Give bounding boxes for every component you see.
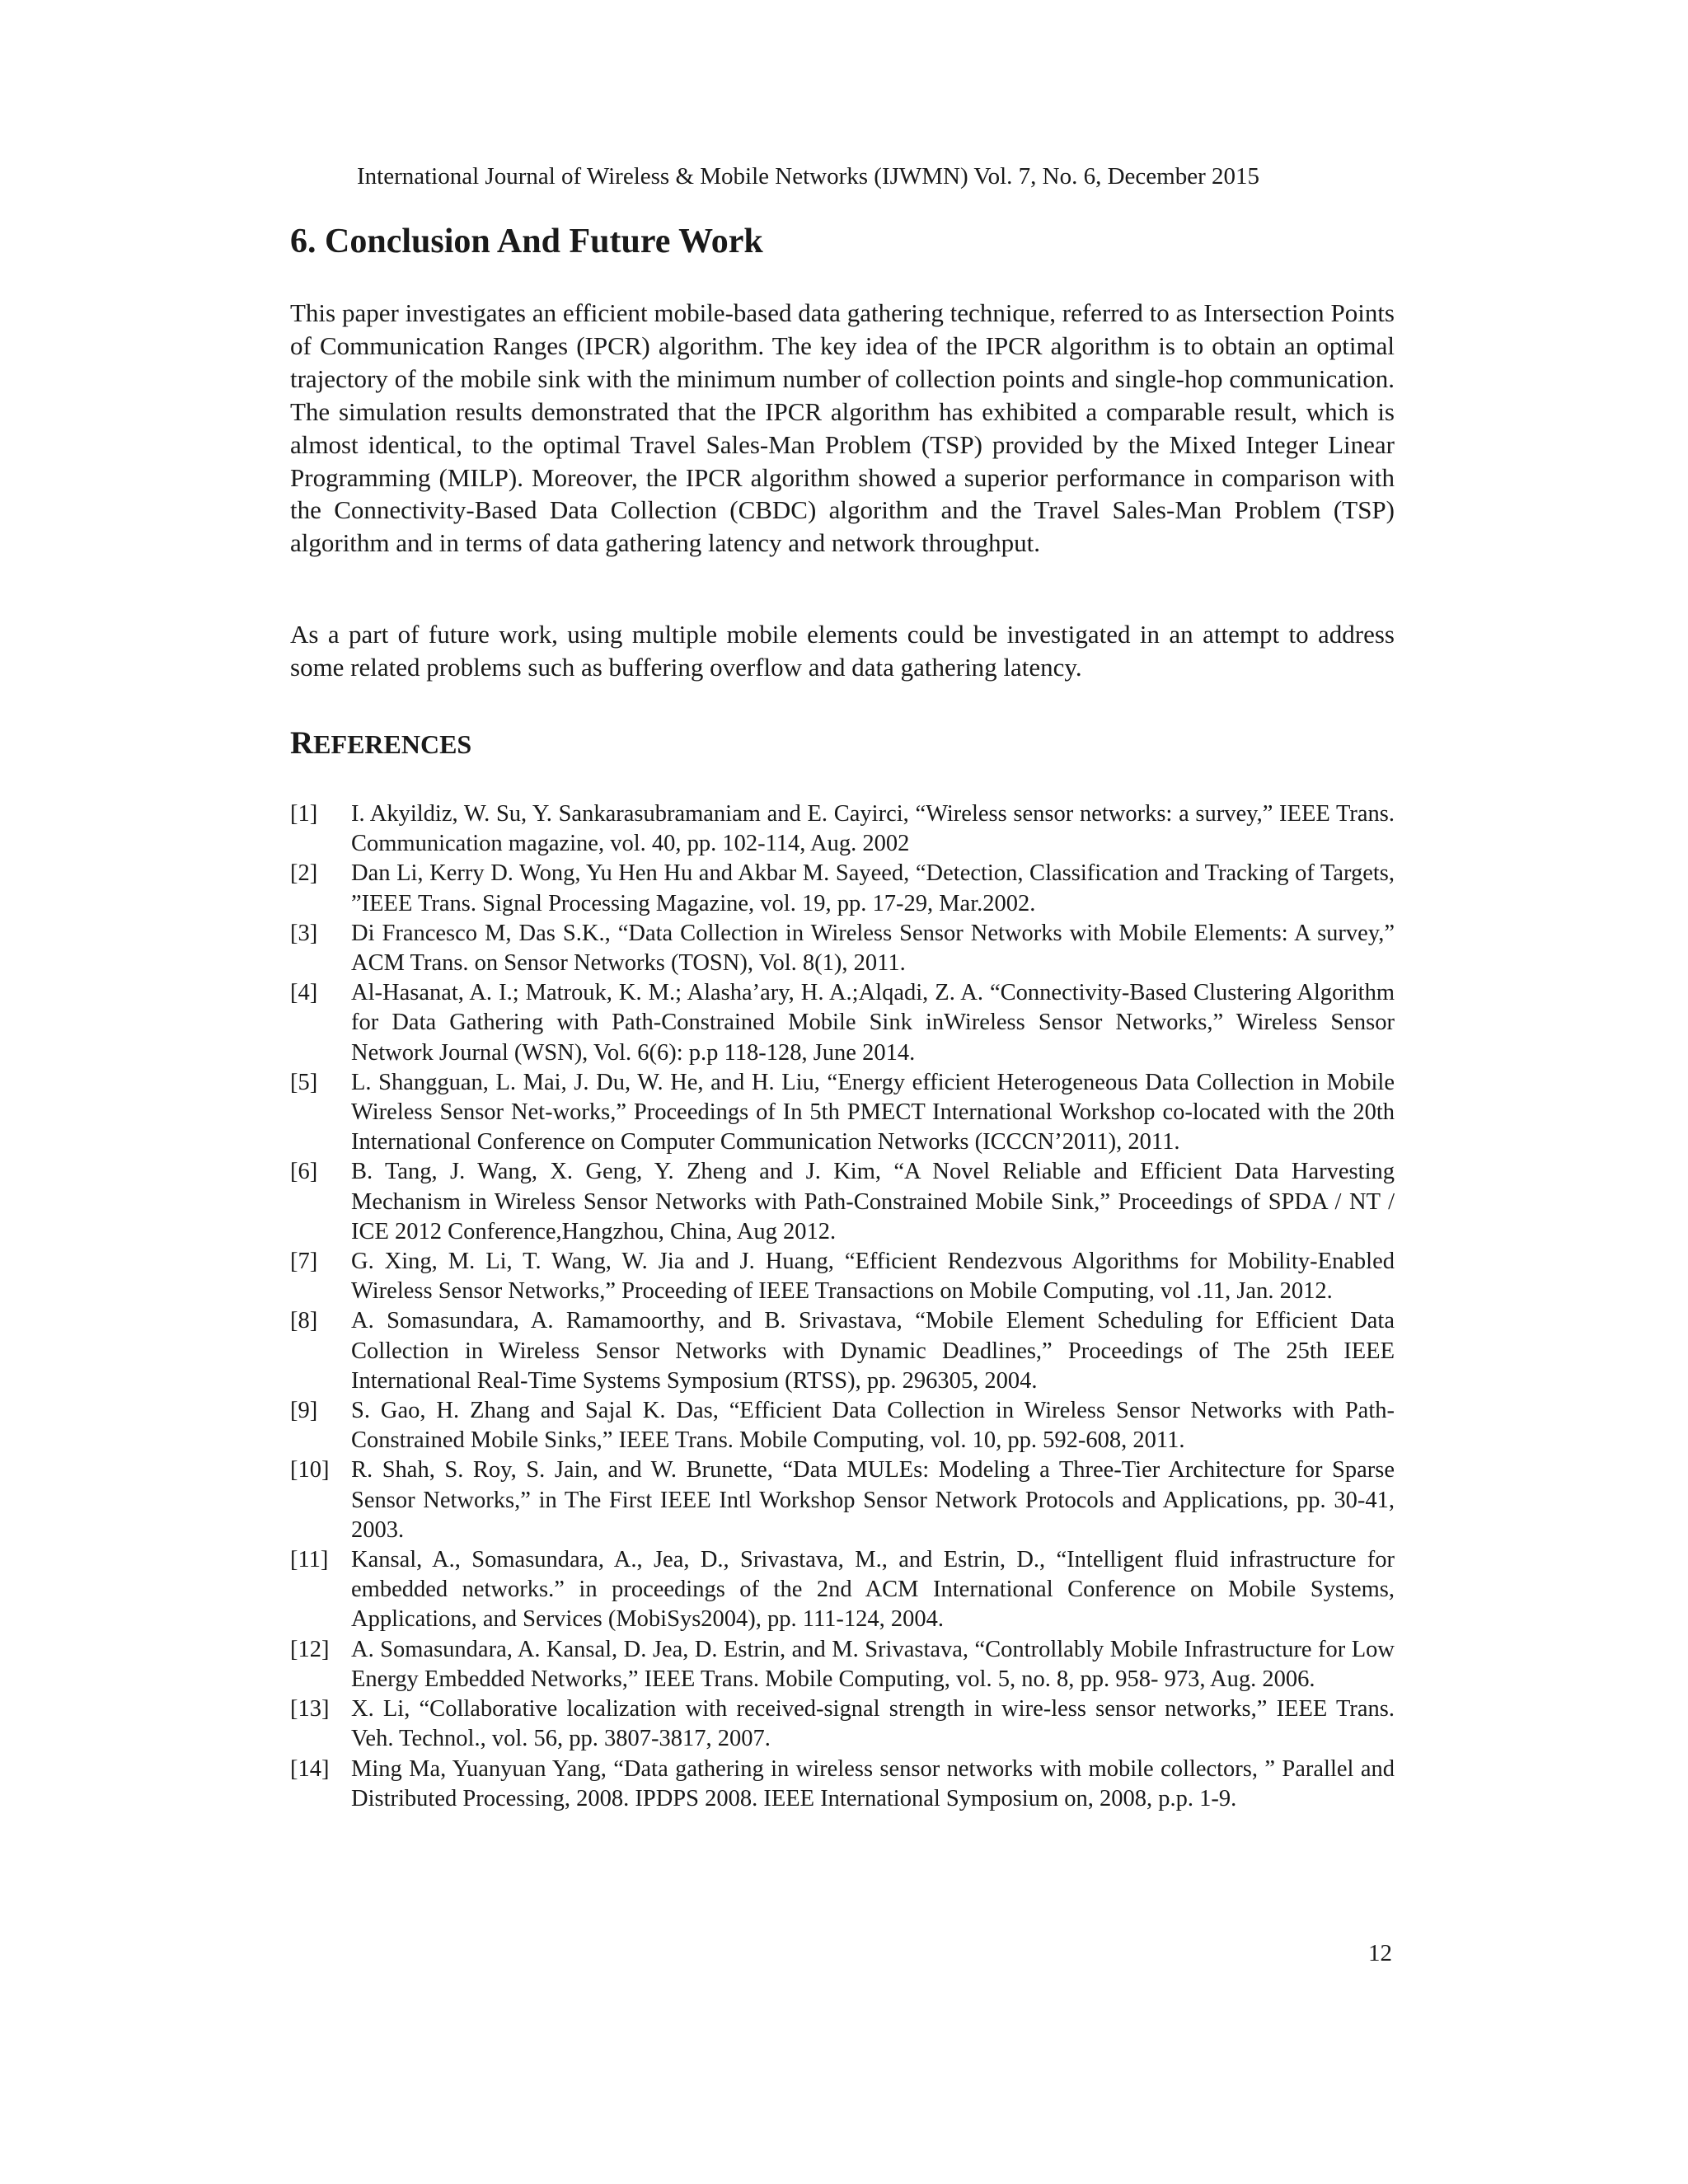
reference-text: I. Akyildiz, W. Su, Y. Sankarasubramaniam and E. Cayirci, “Wireless sensor networks: a survey,” IEEE Trans. Communication magazine, vol. 40, pp. 102-114, Aug. 2002 <box>351 801 1395 857</box>
reference-number: [5] <box>290 1069 318 1095</box>
reference-number: [9] <box>290 1398 318 1424</box>
reference-number: [2] <box>290 860 318 887</box>
reference-text: A. Somasundara, A. Kansal, D. Jea, D. Estrin, and M. Srivastava, “Controllably Mobile Infrastructure for Low Energy Embedded Networks,” IEEE Trans. Mobile Computing, vol. 5, no. 8, pp. 958- 973, Aug. 2006. <box>351 1636 1395 1692</box>
reference-number: [10] <box>290 1457 330 1483</box>
reference-text: Dan Li, Kerry D. Wong, Yu Hen Hu and Akbar M. Sayeed, “Detection, Classification and Tracking of Targets, ”IEEE Trans. Signal Processing Magazine, vol. 19, pp. 17-29, Mar.2002. <box>351 860 1395 916</box>
reference-number: [3] <box>290 920 318 946</box>
references-heading-rest: EFERENCES <box>313 729 472 759</box>
references-list <box>290 799 1395 1814</box>
page-number: 12 <box>1368 1940 1392 1966</box>
reference-item <box>290 1635 1395 1694</box>
reference-item <box>290 1694 1395 1754</box>
reference-text: X. Li, “Collaborative localization with received-signal strength in wire-less sensor networks,” IEEE Trans. Veh. Technol., vol. 56, pp. 3807-3817, 2007. <box>351 1696 1395 1752</box>
reference-item <box>290 799 1395 859</box>
reference-number: [4] <box>290 980 318 1006</box>
reference-text: A. Somasundara, A. Ramamoorthy, and B. Srivastava, “Mobile Element Scheduling for Efficient Data Collection in Wireless Sensor Networks with Dynamic Deadlines,” Proceedings of The 25th IEEE International Real-Time Systems Symposium (RTSS), pp. 296305, 2004. <box>351 1308 1395 1394</box>
reference-number: [14] <box>290 1755 330 1782</box>
reference-text: Kansal, A., Somasundara, A., Jea, D., Srivastava, M., and Estrin, D., “Intelligent fluid infrastructure for embedded networks.” in proceedings of the 2nd ACM International Conference on Mobile Systems, Applications, and Services (MobiSys2004), pp. 111-124, 2004. <box>351 1547 1395 1633</box>
reference-item <box>290 978 1395 1068</box>
section-title: 6. Conclusion And Future Work <box>290 223 763 260</box>
reference-text: G. Xing, M. Li, T. Wang, W. Jia and J. Huang, “Efficient Rendezvous Algorithms for Mobility-Enabled Wireless Sensor Networks,” Proceeding of IEEE Transactions on Mobile Computing, vol .11, Jan. 2012. <box>351 1249 1395 1305</box>
reference-item <box>290 1455 1395 1545</box>
reference-number: [11] <box>290 1547 329 1573</box>
reference-item <box>290 859 1395 918</box>
reference-text: L. Shangguan, L. Mai, J. Du, W. He, and H. Liu, “Energy efficient Heterogeneous Data Collection in Mobile Wireless Sensor Net-works,” Proceedings of In 5th PMECT International Workshop co-located with the 20th International Conference on Computer Communication Networks (ICCCN’2011), 2011. <box>351 1069 1395 1155</box>
reference-number: [6] <box>290 1159 318 1185</box>
reference-number: [13] <box>290 1696 330 1722</box>
references-heading-initial: R <box>290 725 314 761</box>
reference-item <box>290 919 1395 978</box>
reference-number: [8] <box>290 1308 318 1334</box>
references-heading <box>290 725 471 762</box>
reference-item <box>290 1157 1395 1247</box>
reference-item <box>290 1247 1395 1306</box>
reference-text: Ming Ma, Yuanyuan Yang, “Data gathering in wireless sensor networks with mobile collectors, ” Parallel and Distributed Processing, 2008. IPDPS 2008. IEEE International Symposium on, 2008, p.p. 1-9. <box>351 1755 1395 1811</box>
reference-text: R. Shah, S. Roy, S. Jain, and W. Brunette, “Data MULEs: Modeling a Three-Tier Architecture for Sparse Sensor Networks,” in The First IEEE Intl Workshop Sensor Network Protocols and Applications, pp. 30-41, 2003. <box>351 1457 1395 1543</box>
reference-text: Al-Hasanat, A. I.; Matrouk, K. M.; Alasha’ary, H. A.;Alqadi, Z. A. “Connectivity-Based Clustering Algorithm for Data Gathering with Path-Constrained Mobile Sink inWireless Sensor Networks,” Wireless Sensor Network Journal (WSN), Vol. 6(6): p.p 118-128, June 2014. <box>351 980 1395 1066</box>
conclusion-paragraph-2: As a part of future work, using multiple mobile elements could be investigated in an attempt to address some related problems such as buffering overflow and data gathering latency. <box>290 620 1395 682</box>
conclusion-paragraph-1: This paper investigates an efficient mobile-based data gathering technique, referred to as Intersection Points of Communication Ranges (IPCR) algorithm. The key idea of the IPCR algorithm is to obtain an optimal trajectory of the mobile sink with the minimum number of collection points and single-hop communication. The simulation results demonstrated that the IPCR algorithm has exhibited a comparable result, which is almost identical, to the optimal Travel Sales-Man Problem (TSP) provided by the Mixed Integer Linear Programming (MILP). Moreover, the IPCR algorithm showed a superior performance in comparison with the Connectivity-Based Data Collection (CBDC) algorithm and the Travel Sales-Man Problem (TSP) algorithm and in terms of data gathering latency and network throughput. <box>290 298 1395 558</box>
reference-item <box>290 1068 1395 1158</box>
reference-item <box>290 1396 1395 1455</box>
running-header: International Journal of Wireless & Mobile Networks (IJWMN) Vol. 7, No. 6, December 2015 <box>357 163 1259 190</box>
reference-number: [12] <box>290 1636 330 1662</box>
reference-text: Di Francesco M, Das S.K., “Data Collection in Wireless Sensor Networks with Mobile Elements: A survey,” ACM Trans. on Sensor Networks (TOSN), Vol. 8(1), 2011. <box>351 920 1395 977</box>
reference-item <box>290 1306 1395 1396</box>
reference-number: [7] <box>290 1249 318 1275</box>
reference-item <box>290 1755 1395 1814</box>
reference-number: [1] <box>290 801 318 827</box>
reference-text: S. Gao, H. Zhang and Sajal K. Das, “Efficient Data Collection in Wireless Sensor Networks with Path-Constrained Mobile Sinks,” IEEE Trans. Mobile Computing, vol. 10, pp. 592-608, 2011. <box>351 1398 1395 1454</box>
reference-text: B. Tang, J. Wang, X. Geng, Y. Zheng and J. Kim, “A Novel Reliable and Efficient Data Harvesting Mechanism in Wireless Sensor Networks with Path-Constrained Mobile Sink,” Proceedings of SPDA / NT / ICE 2012 Conference,Hangzhou, China, Aug 2012. <box>351 1159 1395 1244</box>
reference-item <box>290 1545 1395 1635</box>
